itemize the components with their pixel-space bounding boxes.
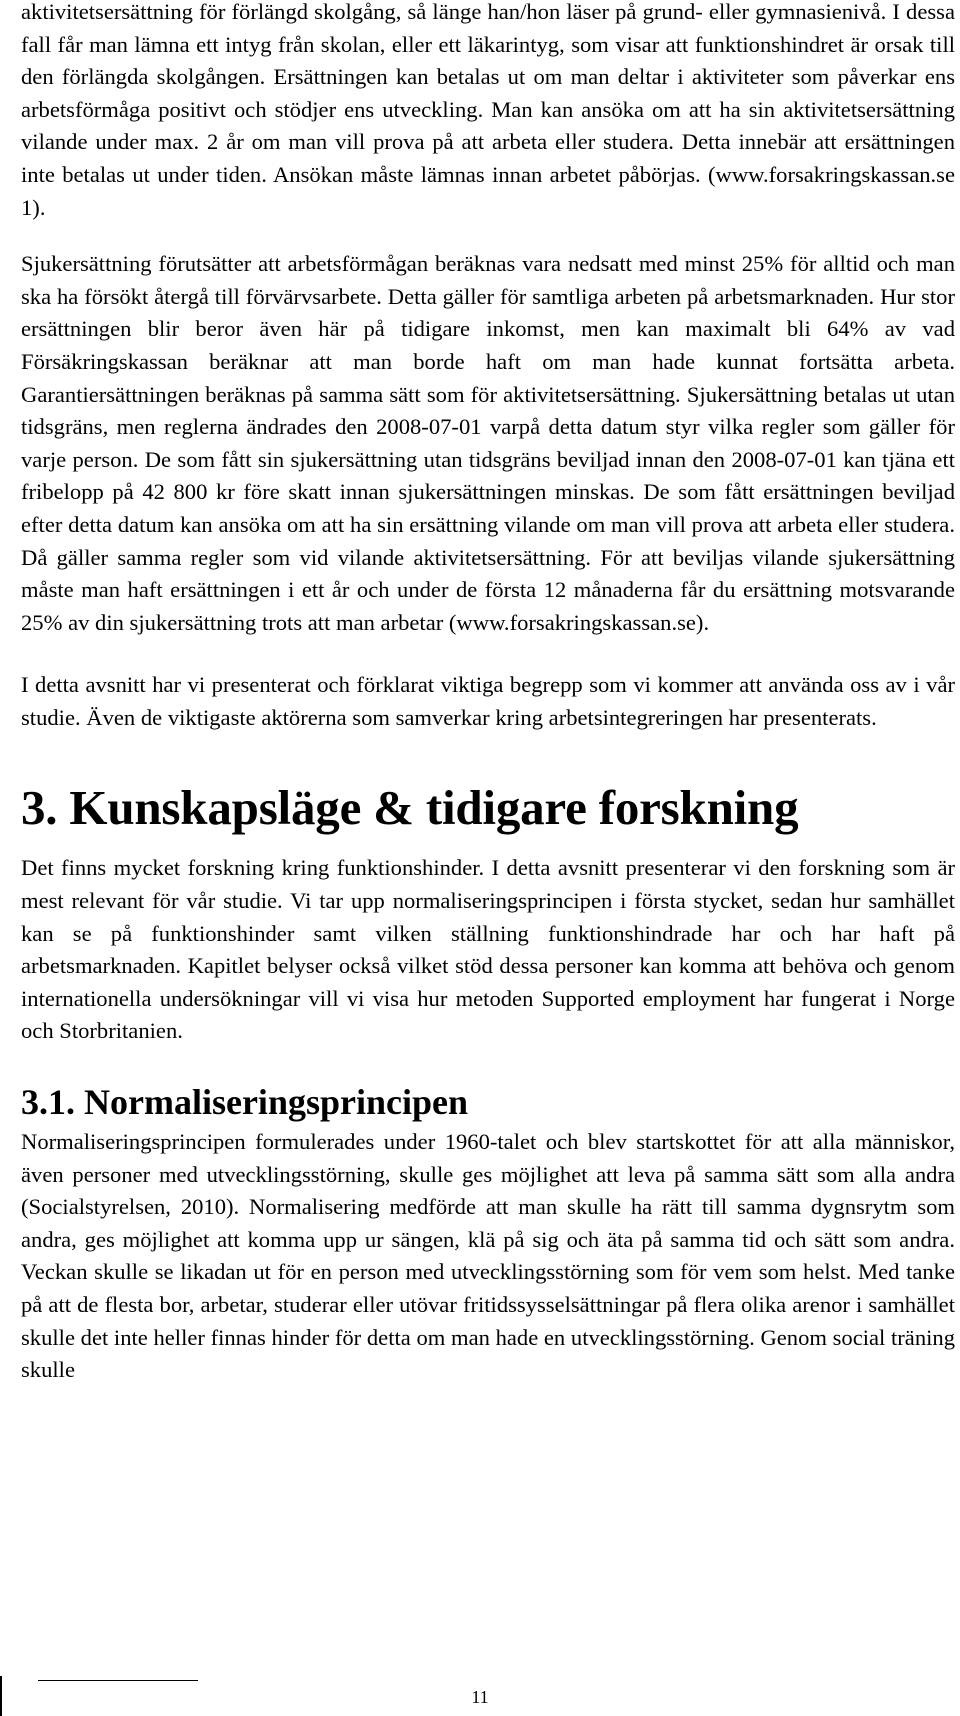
paragraph-sjukersattning: Sjukersättning förutsätter att arbetsförmågan beräknas vara nedsatt med minst 25% för alltid och man ska ha försökt återgå till förvärvsarbete. Detta gäller för samtliga arbeten på arbetsmarknaden. Hur stor ersättningen blir beror även här på tidigare inkomst, men kan maximalt bli 64% av vad Försäkringskassan beräknar att man borde haft om man hade kunnat fortsätta arbeta. Garantiersättningen beräknas på samma sätt som för aktivitetsersättning. Sjukersättning betalas ut utan tidsgräns, men reglerna ändrades den 2008-07-01 varpå detta datum styr vilka regler som gäller för varje person. De som fått sin sjukersättning utan tidsgräns beviljad innan den 2008-07-01 kan tjäna ett fribelopp på 42 800 kr före skatt innan sjukersättningen minskas. De som fått ersättningen beviljad efter detta datum kan ansöka om att ha sin ersättning vilande om man vill prova att arbeta eller studera. Då gäller samma regler som vid vilande aktivitetsersättning. För att beviljas vilande sjukersättning måste man haft ersättningen i ett år och under de första 12 månaderna får du ersättning motsvarande 25% av din sjukersättning trots att man arbetar (www.forsakringskassan.se). [21,251,955,635]
footer-divider [38,1680,198,1681]
paragraph-kunskapslage-intro: Det finns mycket forskning kring funktionshinder. I detta avsnitt presenterar vi den forskning som är mest relevant för vår studie. Vi tar upp normaliseringsprincipen i första stycket, sedan hur samhället kan se på funktionshinder samt vilken ställning funktionshindrade har och har haft på arbetsmarknaden. Kapitlet belyser också vilket stöd dessa personer kan komma att behöva och genom internationella undersökningar vill vi visa hur metoden Supported employment har fungerat i Norge och Storbritanien. [21,855,955,1044]
page-number: 11 [471,1687,489,1707]
subsection-heading-normaliseringsprincipen: 3.1. Normaliseringsprincipen [21,1082,468,1123]
paragraph-normaliseringsprincipen: Normaliseringsprincipen formulerades under 1960-talet och blev startskottet för att alla människor, även personer med utvecklingsstörning, skulle ges möjlighet att leva på samma sätt som alla andra (Socialstyrelsen, 2010). Normalisering medförde att man skulle ha rätt till samma dygnsrytm som andra, ges möjlighet att komma upp ur sängen, klä på sig och äta på samma tid och sätt som andra. Veckan skulle se likadan ut för en person med utvecklingsstörning som för vem som helst. Med tanke på att de flesta bor, arbetar, studerar eller utövar fritidssysselsättningar på flera olika arenor i samhället skulle det inte heller finnas hinder för detta om man hade en utvecklingsstörning. Genom social träning skulle [21,1129,955,1383]
section-heading-kunskapslage: 3. Kunskapsläge & tidigare forskning [21,780,799,836]
document-page [21,0,955,1716]
paragraph-aktivitetsersattning: aktivitetsersättning för förlängd skolgång, så länge han/hon läser på grund- eller gymnasienivå. I dessa fall får man lämna ett intyg från skolan, eller ett läkarintyg, som visar att funktionshindret är orsak till den förlängda skolgången. Ersättningen kan betalas ut om man deltar i aktiviteter som påverkar ens arbetsförmåga positivt och stödjer ens utveckling. Man kan ansöka om att ha sin aktivitetsersättning vilande under max. 2 år om man vill prova på att arbeta eller studera. Detta innebär att ersättningen inte betalas ut under tiden. Ansökan måste lämnas innan arbetet påbörjas. (www.forsakringskassan.se 1). [21,0,955,220]
paragraph-section-summary: I detta avsnitt har vi presenterat och förklarat viktiga begrepp som vi kommer att använda oss av i vår studie. Även de viktigaste aktörerna som samverkar kring arbetsintegreringen har presenterats. [21,672,955,730]
